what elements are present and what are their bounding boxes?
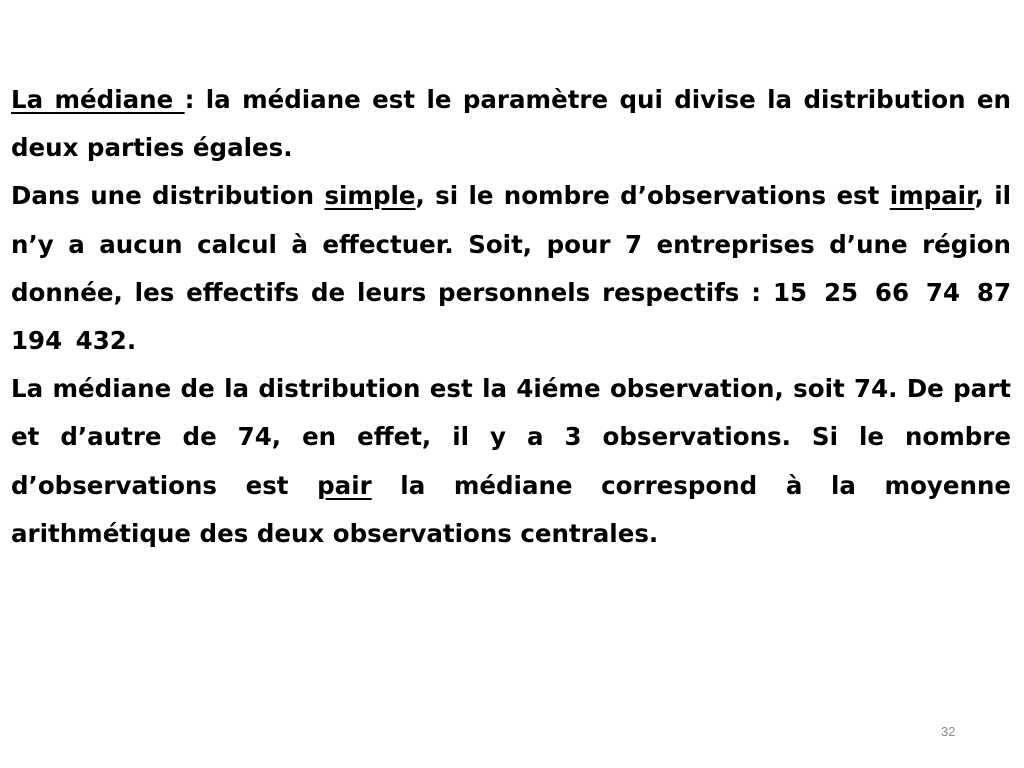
impair-term: impair xyxy=(889,181,975,211)
slide-content xyxy=(11,76,1011,558)
result-text-2: la médiane correspond à la moyenne arithmétique des deux observations centrales. xyxy=(11,470,1011,548)
simple-case-text-2: , si le nombre d’observations est xyxy=(415,181,890,211)
observation-values: 15 25 66 74 87 194 432 xyxy=(11,277,1011,356)
definition-text: : la médiane est le paramètre qui divise la distribution en deux parties égales. xyxy=(11,85,1011,163)
pair-term: pair xyxy=(317,470,372,500)
simple-term: simple xyxy=(324,181,416,211)
paragraph-simple-case xyxy=(11,172,1011,365)
result-text-1: La médiane de la distribution est la 4iéme observation, soit 74. De part et d’autre de 74, en effet, il y a 3 observations. Si le nombre d’observations est xyxy=(11,374,1011,500)
page-number: 32 xyxy=(941,724,956,739)
simple-case-text-4: . xyxy=(126,326,137,356)
simple-case-text-1: Dans une distribution xyxy=(11,181,325,211)
paragraph-definition xyxy=(11,76,1011,172)
paragraph-result xyxy=(11,365,1011,558)
simple-case-text-3: , il n’y a aucun calcul à effectuer. Soit, pour 7 entreprises d’une région donnée, les effectifs de leurs personnels respectifs : xyxy=(11,181,1012,307)
median-term: La médiane xyxy=(11,85,185,114)
